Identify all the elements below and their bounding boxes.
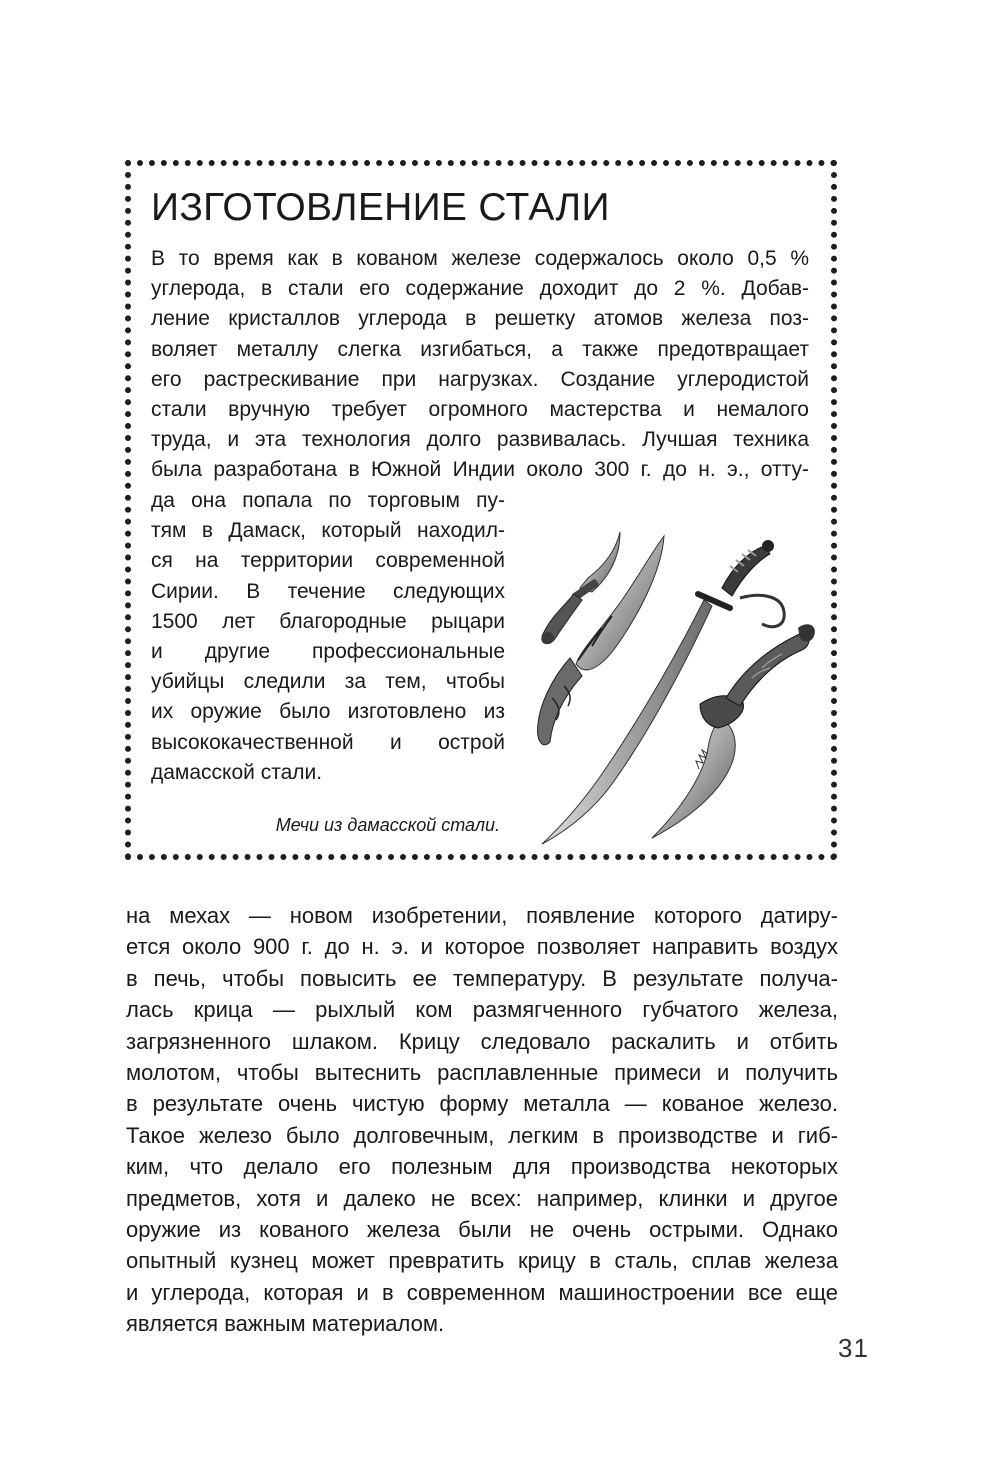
main-text <box>126 900 838 1340</box>
text-line: является важным материалом. <box>126 1311 445 1337</box>
text-line: ким, что делало его полезным для производства некоторых <box>126 1154 838 1180</box>
text-line: ется около 900 г. до н. э. и которое позволяет направить воздух <box>126 934 838 960</box>
text-line: его растрескивание при нагрузках. Создание углеродистой <box>151 367 809 391</box>
image-caption: Мечи из дамасской стали. <box>275 815 500 835</box>
text-line: убийцы следили за тем, чтобы <box>151 670 505 694</box>
text-line: ление кристаллов углерода в решетку атомов железа поз- <box>151 307 809 331</box>
sidebar-text-narrow <box>151 486 505 788</box>
text-line: ся на территории современной <box>151 549 505 573</box>
text-line: лась крица — рыхлый ком размягченного губчатого железа, <box>126 997 838 1023</box>
text-line: высококачественной и острой <box>151 730 505 754</box>
text-line: стали вручную требует огромного мастерства и немалого <box>151 398 809 422</box>
text-line: В то время как в кованом железе содержалось около 0,5 % <box>151 247 809 270</box>
text-line: и углерода, которая и в современном машиностроении все еще <box>126 1279 838 1305</box>
text-line: загрязненного шлаком. Крицу следовало раскалить и отбить <box>126 1028 838 1054</box>
page-number: 31 <box>838 1333 869 1363</box>
text-line: предметов, хотя и далеко не всех: например, клинки и другое <box>126 1185 838 1211</box>
text-line: на мехах — новом изобретении, появление которого датиру- <box>126 903 838 928</box>
text-line: углерода, в стали его содержание доходит до 2 %. Добав- <box>151 277 809 301</box>
text-line: оружие из кованого железа были не очень острыми. Однако <box>126 1217 838 1243</box>
damascus-swords-illustration <box>512 528 827 848</box>
text-line: была разработана в Южной Индии около 300 г. до н. э., отту- <box>151 458 809 482</box>
text-line: в печь, чтобы повысить ее температуру. В результате получа- <box>126 965 838 991</box>
text-line: молотом, чтобы вытеснить расплавленные примеси и получить <box>126 1060 838 1086</box>
text-line: 1500 лет благородные рыцари <box>151 609 505 633</box>
text-line: дамасской стали. <box>151 760 323 784</box>
text-line: их оружие было изготовлено из <box>151 700 505 724</box>
text-line: Сирии. В течение следующих <box>151 579 505 603</box>
text-line: воляет металлу слегка изгибаться, а также предотвращает <box>151 337 809 361</box>
text-line: труда, и эта технология долго развивалась. Лучшая техника <box>151 428 809 452</box>
text-line: Такое железо было долговечным, легким в производстве и гиб- <box>126 1122 838 1148</box>
text-line: тям в Дамаск, который находил- <box>151 519 505 543</box>
text-line: в результате очень чистую форму металла — кованое железо. <box>126 1091 838 1117</box>
text-line: и другие профессиональные <box>151 640 505 664</box>
text-line: да она попала по торговым пу- <box>151 489 505 512</box>
text-line: опытный кузнец может превратить крицу в сталь, сплав железа <box>126 1248 838 1274</box>
sidebar-text-full <box>151 244 809 486</box>
sidebar-title: ИЗГОТОВЛЕНИЕ СТАЛИ <box>151 186 610 229</box>
